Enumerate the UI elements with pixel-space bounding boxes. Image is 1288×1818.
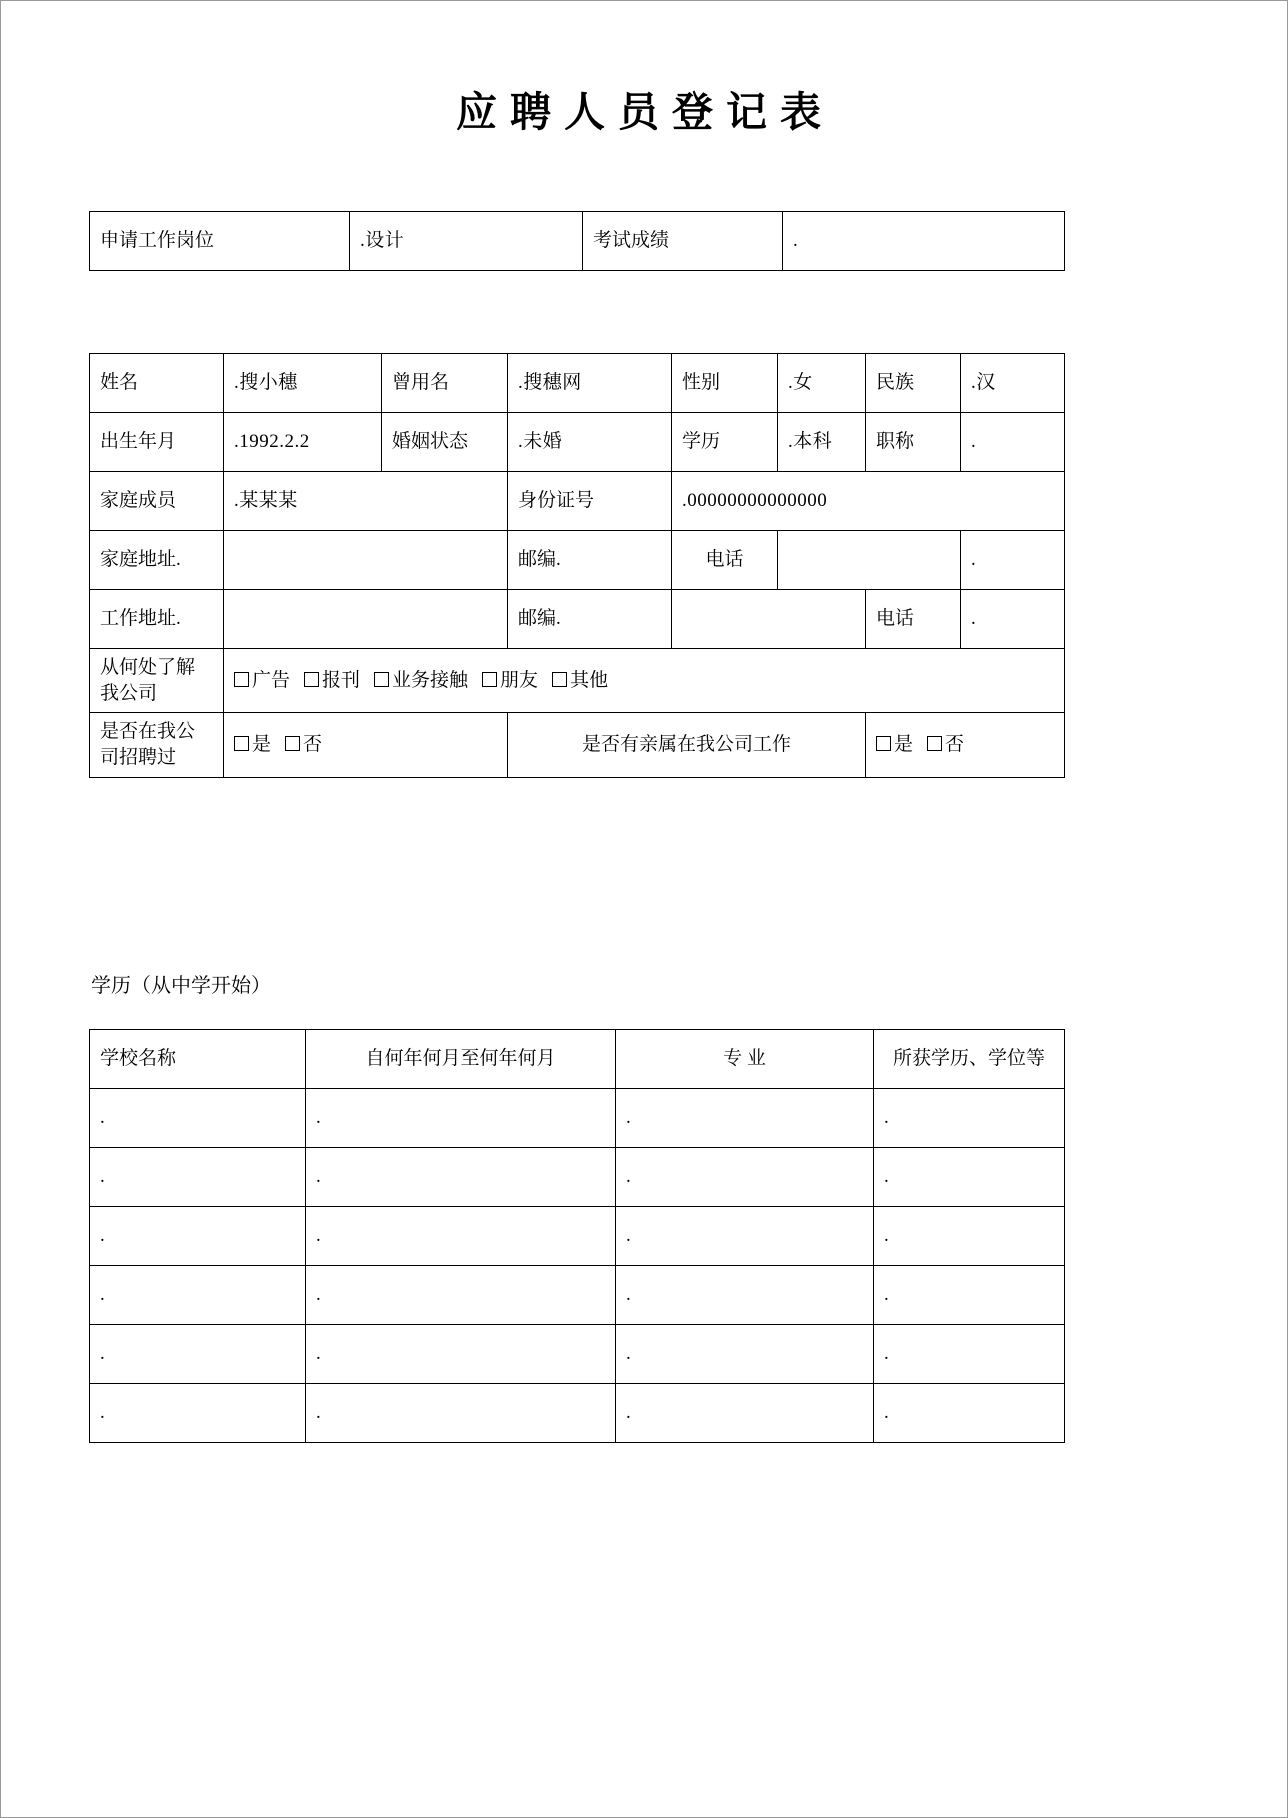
table-row [90, 1207, 1065, 1266]
checkbox-option[interactable] [304, 668, 360, 694]
checkbox-option[interactable] [374, 668, 468, 694]
checkbox-label: 是 [894, 734, 914, 756]
education-cell-0[interactable]: . [90, 1207, 306, 1266]
apply-position-table [89, 211, 1065, 271]
column-header-major: 专 业 [616, 1030, 874, 1089]
checkbox-label: 否 [945, 734, 965, 756]
name-label: 姓名 [90, 354, 224, 413]
personal-info-table-wrapper [89, 353, 1065, 778]
checkbox-option[interactable] [285, 732, 322, 758]
former-name-value[interactable]: .搜穗网 [508, 354, 672, 413]
job-title-value[interactable]: . [961, 413, 1065, 472]
work-address-label: 工作地址. [90, 590, 224, 649]
education-cell-1[interactable]: . [306, 1266, 616, 1325]
checkbox-label: 朋友 [500, 669, 539, 691]
checkbox-label: 广告 [252, 669, 291, 691]
education-cell-0[interactable]: . [90, 1089, 306, 1148]
education-cell-3[interactable]: . [874, 1266, 1065, 1325]
home-address-label: 家庭地址. [90, 531, 224, 590]
exam-score-value[interactable]: . [783, 212, 1065, 271]
checkbox-icon[interactable] [876, 736, 891, 751]
education-cell-3[interactable]: . [874, 1148, 1065, 1207]
column-header-school: 学校名称 [90, 1030, 306, 1089]
checkbox-icon[interactable] [285, 736, 300, 751]
table-row [90, 472, 1065, 531]
table-row [90, 354, 1065, 413]
checkbox-icon[interactable] [234, 672, 249, 687]
education-cell-0[interactable]: . [90, 1148, 306, 1207]
birth-date-value[interactable]: .1992.2.2 [224, 413, 382, 472]
education-level-value[interactable]: .本科 [778, 413, 866, 472]
ethnicity-label: 民族 [866, 354, 961, 413]
home-zip-label: 邮编. [508, 531, 672, 590]
marital-status-label: 婚姻状态 [382, 413, 508, 472]
education-cell-1[interactable]: . [306, 1325, 616, 1384]
education-cell-0[interactable]: . [90, 1384, 306, 1443]
name-value[interactable]: .搜小穗 [224, 354, 382, 413]
page-title: 应聘人员登记表 [456, 89, 834, 135]
checkbox-option[interactable] [234, 732, 271, 758]
marital-status-value[interactable]: .未婚 [508, 413, 672, 472]
checkbox-label: 报刊 [322, 669, 361, 691]
family-members-value[interactable]: .某某某 [224, 472, 508, 531]
home-phone-label: 电话 [672, 531, 778, 590]
id-number-label: 身份证号 [508, 472, 672, 531]
home-address-value[interactable] [224, 531, 508, 590]
table-row [90, 1148, 1065, 1207]
checkbox-label: 是 [252, 734, 272, 756]
checkbox-icon[interactable] [304, 672, 319, 687]
ethnicity-value[interactable]: .汉 [961, 354, 1065, 413]
table-row [90, 413, 1065, 472]
apply-position-value[interactable]: .设计 [350, 212, 583, 271]
education-cell-2[interactable]: . [616, 1384, 874, 1443]
gender-label: 性别 [672, 354, 778, 413]
education-level-label: 学历 [672, 413, 778, 472]
checkbox-label: 业务接触 [392, 669, 469, 691]
table-row [90, 649, 1065, 713]
applied-before-options[interactable] [224, 713, 508, 777]
table-row [90, 1384, 1065, 1443]
education-cell-0[interactable]: . [90, 1266, 306, 1325]
applied-before-label: 是否在我公司招聘过 [90, 713, 224, 777]
checkbox-icon[interactable] [374, 672, 389, 687]
checkbox-option[interactable] [927, 732, 964, 758]
checkbox-option[interactable] [876, 732, 913, 758]
work-address-value[interactable] [224, 590, 508, 649]
exam-score-label: 考试成绩 [583, 212, 783, 271]
education-cell-3[interactable]: . [874, 1384, 1065, 1443]
checkbox-icon[interactable] [482, 672, 497, 687]
gender-value[interactable]: .女 [778, 354, 866, 413]
education-section-heading: 学历（从中学开始） [91, 975, 271, 997]
checkbox-option[interactable] [482, 668, 538, 694]
education-cell-2[interactable]: . [616, 1148, 874, 1207]
checkbox-icon[interactable] [234, 736, 249, 751]
education-table [89, 1029, 1065, 1443]
family-members-label: 家庭成员 [90, 472, 224, 531]
id-number-value[interactable]: .00000000000000 [672, 472, 1065, 531]
source-options[interactable] [224, 649, 1065, 713]
checkbox-option[interactable] [234, 668, 290, 694]
work-zip-label: 邮编. [508, 590, 672, 649]
former-name-label: 曾用名 [382, 354, 508, 413]
education-cell-3[interactable]: . [874, 1089, 1065, 1148]
column-header-period: 自何年何月至何年何月 [306, 1030, 616, 1089]
education-cell-1[interactable]: . [306, 1384, 616, 1443]
education-cell-1[interactable]: . [306, 1089, 616, 1148]
education-cell-2[interactable]: . [616, 1207, 874, 1266]
table-row [90, 713, 1065, 777]
education-cell-2[interactable]: . [616, 1266, 874, 1325]
relative-works-here-options[interactable] [866, 713, 1065, 777]
education-cell-3[interactable]: . [874, 1207, 1065, 1266]
apply-position-label: 申请工作岗位 [90, 212, 350, 271]
table-row [90, 531, 1065, 590]
education-cell-0[interactable]: . [90, 1325, 306, 1384]
column-header-degree: 所获学历、学位等 [874, 1030, 1065, 1089]
relative-works-here-label: 是否有亲属在我公司工作 [508, 713, 866, 777]
home-phone-value[interactable]: . [961, 531, 1065, 590]
education-table-wrapper [89, 1029, 1065, 1443]
table-header-row [90, 1030, 1065, 1089]
birth-date-label: 出生年月 [90, 413, 224, 472]
checkbox-icon[interactable] [927, 736, 942, 751]
education-cell-1[interactable]: . [306, 1207, 616, 1266]
apply-position-table-wrapper [89, 211, 1065, 271]
personal-info-table [89, 353, 1065, 778]
education-cell-3[interactable]: . [874, 1325, 1065, 1384]
home-phone-blank[interactable] [778, 531, 961, 590]
job-title-label: 职称 [866, 413, 961, 472]
checkbox-label: 其他 [570, 669, 609, 691]
education-cell-2[interactable]: . [616, 1325, 874, 1384]
table-row [90, 590, 1065, 649]
table-row [90, 212, 1065, 271]
work-zip-value[interactable] [672, 590, 866, 649]
work-phone-value[interactable]: . [961, 590, 1065, 649]
work-phone-label: 电话 [866, 590, 961, 649]
table-row [90, 1089, 1065, 1148]
source-label: 从何处了解我公司 [90, 649, 224, 713]
table-row [90, 1266, 1065, 1325]
checkbox-label: 否 [303, 734, 323, 756]
education-cell-2[interactable]: . [616, 1089, 874, 1148]
checkbox-icon[interactable] [552, 672, 567, 687]
checkbox-option[interactable] [552, 668, 608, 694]
education-cell-1[interactable]: . [306, 1148, 616, 1207]
table-row [90, 1325, 1065, 1384]
form-sheet [89, 1, 1201, 1818]
